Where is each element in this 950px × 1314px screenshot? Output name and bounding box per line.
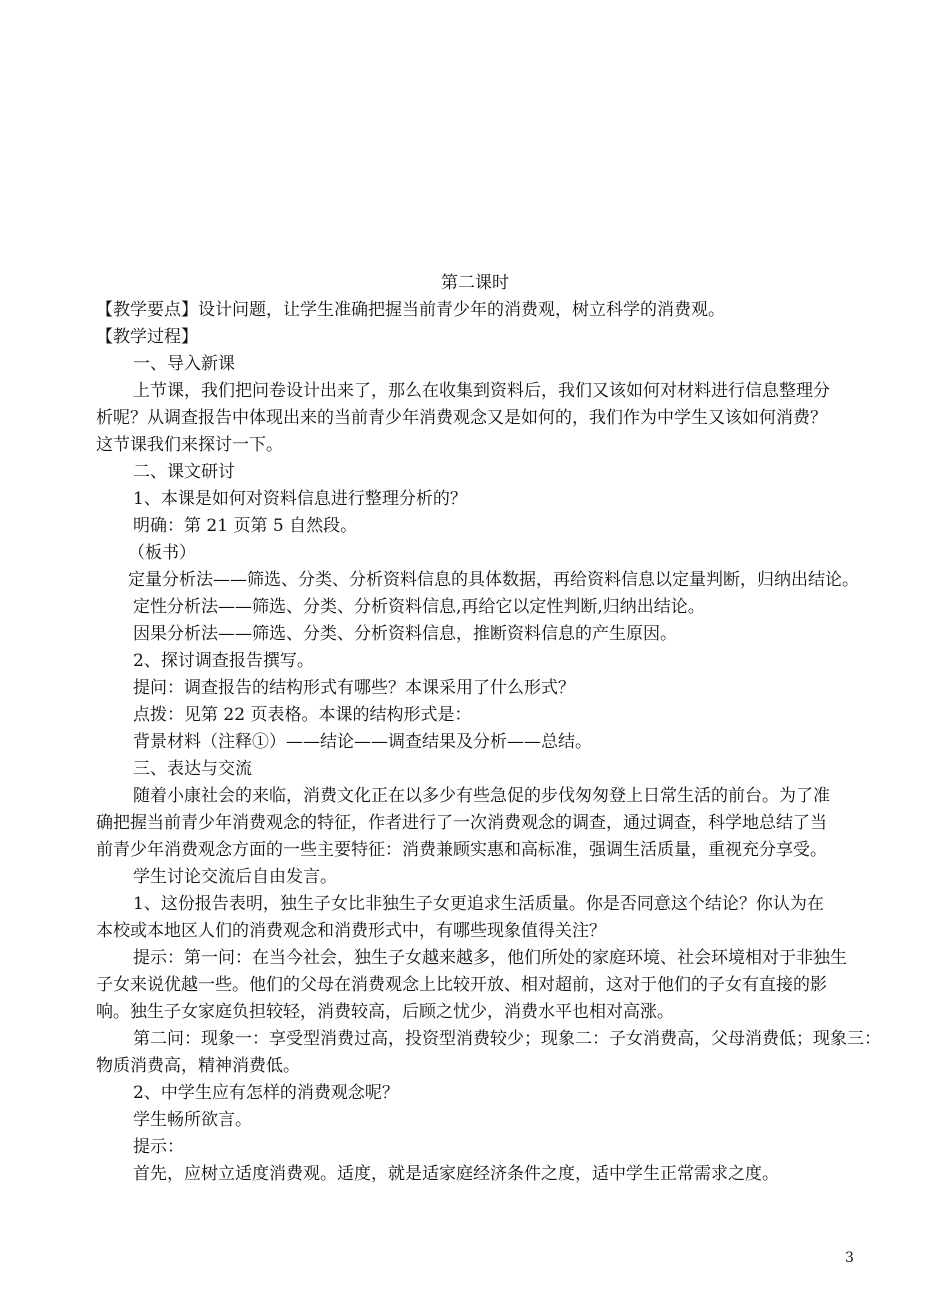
page-number: 3 [845, 1250, 854, 1266]
text-line: 【教学要点】设计问题，让学生准确把握当前青少年的消费观，树立科学的消费观。 [96, 300, 725, 320]
text-line: 提问：调查报告的结构形式有哪些？本课采用了什么形式？ [133, 678, 575, 698]
text-line: 定量分析法——筛选、分类、分析资料信息的具体数据，再给资料信息以定量判断，归纳出结论。 [128, 570, 859, 590]
text-line: 本校或本地区人们的消费观念和消费形式中，有哪些现象值得关注？ [96, 921, 606, 941]
text-line: 定性分析法——筛选、分类、分析资料信息,再给它以定性判断,归纳出结论。 [133, 597, 705, 617]
text-line: 【教学过程】 [96, 327, 198, 347]
text-line: 这节课我们来探讨一下。 [96, 435, 283, 455]
text-line: 上节课，我们把问卷设计出来了，那么在收集到资料后，我们又该如何对材料进行信息整理分 [133, 381, 830, 401]
text-line: 首先，应树立适度消费观。适度，就是适家庭经济条件之度，适中学生正常需求之度。 [133, 1164, 779, 1184]
text-line: 前青少年消费观念方面的一些主要特征：消费兼顾实惠和高标准，强调生活质量，重视充分享受。 [96, 840, 827, 860]
text-line: 背景材料（注释①）——结论——调查结果及分析——总结。 [133, 732, 592, 752]
text-line: 第二问：现象一：享受型消费过高，投资型消费较少；现象二：子女消费高，父母消费低；现象三： [133, 1029, 881, 1049]
text-line: （板书） [128, 543, 196, 563]
text-line: 析呢？从调查报告中体现出来的当前青少年消费观念又是如何的，我们作为中学生又该如何消费？ [96, 408, 827, 428]
text-line: 2、探讨调查报告撰写。 [133, 651, 314, 671]
text-line: 一、导入新课 [133, 354, 235, 374]
text-line: 学生讨论交流后自由发言。 [133, 867, 337, 887]
text-line: 子女来说优越一些。他们的父母在消费观念上比较开放、相对超前，这对于他们的子女有直接的影 [96, 975, 827, 995]
text-line: 因果分析法——筛选、分类、分析资料信息，推断资料信息的产生原因。 [133, 624, 677, 644]
text-line: 提示： [133, 1137, 184, 1157]
text-line: 随着小康社会的来临，消费文化正在以多少有些急促的步伐匆匆登上日常生活的前台。为了准 [133, 786, 830, 806]
text-line: 1、这份报告表明，独生子女比非独生子女更追求生活质量。你是否同意这个结论？你认为在 [133, 894, 824, 914]
text-line: 1、本课是如何对资料信息进行整理分析的？ [133, 489, 467, 509]
text-line: 确把握当前青少年消费观念的特征，作者进行了一次消费观念的调查，通过调查，科学地总结了当 [96, 813, 827, 833]
text-line: 学生畅所欲言。 [133, 1110, 252, 1130]
page-title: 第二课时 [441, 273, 509, 293]
text-line: 2、中学生应有怎样的消费观念呢？ [133, 1083, 399, 1103]
text-line: 点拨：见第 22 页表格。本课的结构形式是： [133, 705, 472, 725]
text-line: 三、表达与交流 [133, 759, 252, 779]
text-line: 二、课文研讨 [133, 462, 235, 482]
text-line: 响。独生子女家庭负担较轻，消费较高，后顾之忧少，消费水平也相对高涨。 [96, 1002, 674, 1022]
text-line: 明确：第 21 页第 5 自然段。 [133, 516, 358, 536]
text-line: 提示：第一问：在当今社会，独生子女越来越多，他们所处的家庭环境、社会环境相对于非独生 [133, 948, 847, 968]
text-line: 物质消费高，精神消费低。 [96, 1056, 300, 1076]
